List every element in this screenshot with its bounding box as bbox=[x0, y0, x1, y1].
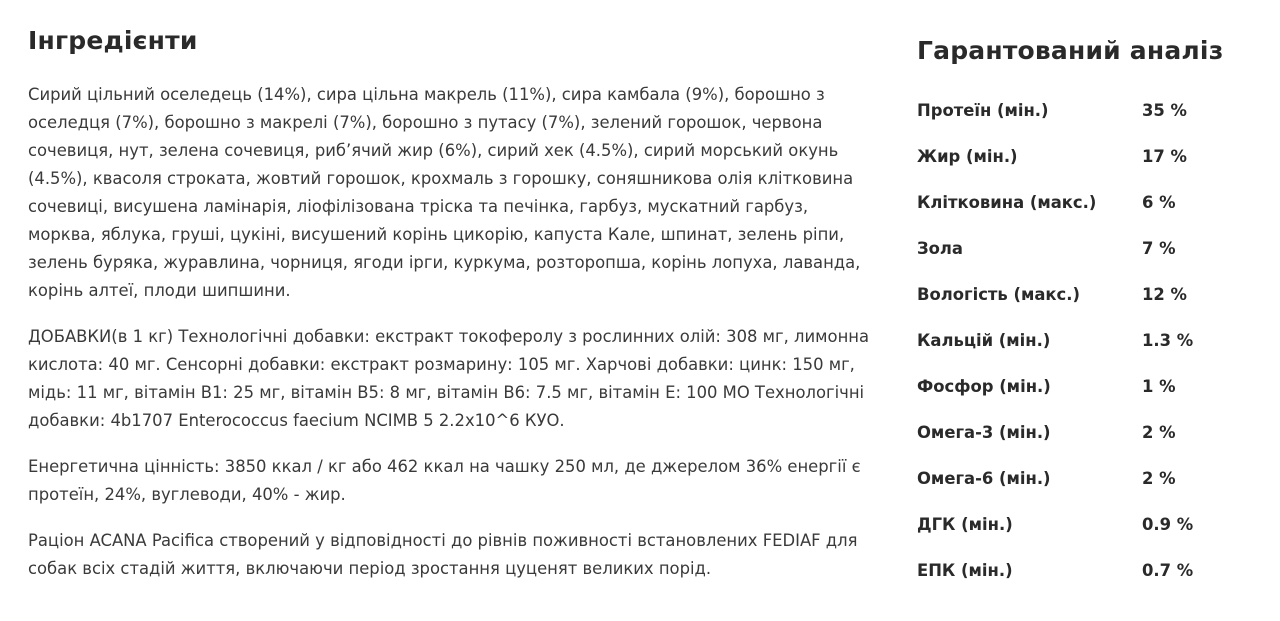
analysis-value: 35 % bbox=[1142, 100, 1187, 120]
ingredients-additives: ДОБАВКИ(в 1 кг) Технологічні добавки: екстракт токоферолу з рослинних олій: 308 мг, лимонна кислота: 40 мг. Сенсорні добавки: екстракт розмарину: 105 мг. Харчові добавки: цинк: 150 мг, мідь: 11 мг, вітамін B1: 25 мг, вітамін B5: 8 мг, вітамін B6: 7.5 мг, вітамін E: 100 MO Технологічні добавки: 4b1707 Enterococcus faecium NCIMB 5 2.2x10^6 КУО. bbox=[28, 327, 870, 430]
ingredients-section bbox=[28, 26, 878, 601]
analysis-value: 2 % bbox=[1142, 422, 1176, 442]
table-row bbox=[917, 547, 1193, 593]
analysis-label: Фосфор (мін.) bbox=[917, 376, 1051, 396]
guaranteed-analysis-section bbox=[917, 36, 1257, 593]
analysis-value: 0.9 % bbox=[1142, 514, 1194, 534]
analysis-value: 17 % bbox=[1142, 146, 1187, 166]
table-row bbox=[917, 179, 1193, 225]
ingredients-composition: Сирий цільний оселедець (14%), сира цільна макрель (11%), сира камбала (9%), борошно з оселедця (7%), борошно з макрелі (7%), борошно з путасу (7%), зелений горошок, червона сочевиця, нут, зелена сочевиця, риб’ячий жир (6%), сирий хек (4.5%), сирий морський окунь (4.5%), квасоля строката, жовтий горошок, крохмаль з горошку, соняшникова олія клітковина сочевиці, висушена ламінарія, ліофілізована тріска та печінка, гарбуз, мускатний гарбуз, морква, яблука, груші, цукіні, висушений корінь цикорію, капуста Кале, шпинат, зелень ріпи, зелень буряка, журавлина, чорниця, ягоди ірги, куркума, розторопша, корінь лопуха, лаванда, корінь алтеї, плоди шипшини. bbox=[28, 85, 861, 300]
analysis-value: 12 % bbox=[1142, 284, 1187, 304]
analysis-value: 1.3 % bbox=[1142, 330, 1194, 350]
analysis-value: 6 % bbox=[1142, 192, 1176, 212]
analysis-label: Вологість (макс.) bbox=[917, 284, 1080, 304]
table-row bbox=[917, 133, 1193, 179]
ingredients-energy: Енергетична цінність: 3850 ккал / кг або 462 ккал на чашку 250 мл, де джерелом 36% енергії є протеїн, 24%, вуглеводи, 40% - жир. bbox=[28, 457, 861, 504]
analysis-label: Омега-6 (мін.) bbox=[917, 468, 1051, 488]
table-row bbox=[917, 87, 1193, 133]
table-row bbox=[917, 271, 1193, 317]
analysis-label: Кальцій (мін.) bbox=[917, 330, 1051, 350]
ingredients-title: Інгредієнти bbox=[28, 26, 198, 55]
table-row bbox=[917, 455, 1193, 501]
analysis-value: 7 % bbox=[1142, 238, 1176, 258]
analysis-table bbox=[917, 87, 1193, 593]
analysis-label: Жир (мін.) bbox=[917, 146, 1018, 166]
ingredients-statement: Раціон ACANA Pacifica створений у відповідності до рівнів поживності встановлених FEDIAF для собак всіх стадій життя, включаючи період зростання цуценят великих порід. bbox=[28, 531, 858, 578]
table-row bbox=[917, 363, 1193, 409]
analysis-title: Гарантований аналіз bbox=[917, 36, 1224, 65]
analysis-label: ДГК (мін.) bbox=[917, 514, 1013, 534]
analysis-label: Зола bbox=[917, 238, 963, 258]
table-row bbox=[917, 225, 1193, 271]
analysis-label: Протеїн (мін.) bbox=[917, 100, 1049, 120]
analysis-value: 1 % bbox=[1142, 376, 1176, 396]
analysis-value: 0.7 % bbox=[1142, 560, 1194, 580]
table-row bbox=[917, 501, 1193, 547]
analysis-label: Клітковина (макс.) bbox=[917, 192, 1097, 212]
table-row bbox=[917, 317, 1193, 363]
analysis-value: 2 % bbox=[1142, 468, 1176, 488]
table-row bbox=[917, 409, 1193, 455]
analysis-label: Омега-3 (мін.) bbox=[917, 422, 1051, 442]
analysis-label: ЕПК (мін.) bbox=[917, 560, 1013, 580]
